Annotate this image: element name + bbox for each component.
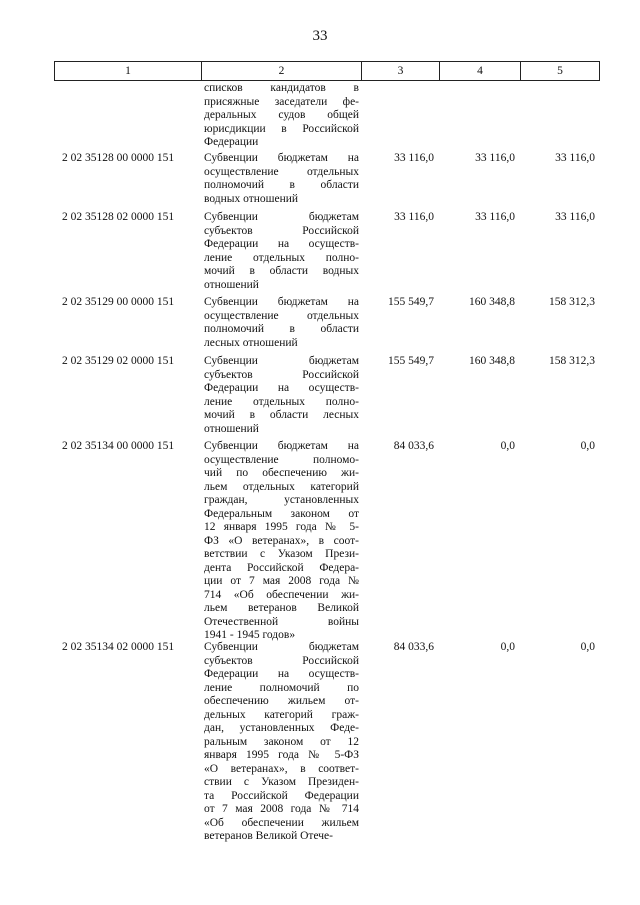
description-line: льем ветеранов Великой	[204, 602, 359, 614]
description-line: мочий в области водных	[204, 265, 359, 277]
description-line: 1941 - 1945 годов»	[204, 629, 296, 641]
description-line: 714 «Об обеспечении жи-	[204, 588, 359, 601]
description-line: списков кандидатов в	[204, 82, 359, 94]
amount-v1: 155 549,7	[388, 355, 434, 367]
description-line: ление полномочий по	[204, 681, 359, 694]
description-line: Федеральным законом от	[204, 507, 359, 520]
description	[204, 641, 359, 844]
description	[204, 355, 359, 436]
description-line: отношений	[204, 278, 259, 291]
description-line: января 1995 года № 5-ФЗ	[204, 749, 359, 761]
description-line: Федерации на осуществ-	[204, 668, 359, 680]
description-line: водных отношений	[204, 192, 299, 205]
description-line: субъектов Российской	[204, 224, 359, 237]
description-line: «О ветеранах», в соответ-	[204, 762, 359, 775]
description-line: ствии с Указом Президен-	[204, 776, 359, 788]
amount-v1: 84 033,6	[393, 440, 434, 452]
description-line: ление отдельных полно-	[204, 251, 359, 264]
column-header-3: 3	[361, 62, 439, 80]
amount-v2: 33 116,0	[475, 152, 515, 164]
amount-v3: 0,0	[580, 440, 595, 452]
budget-code: 2 02 35128 02 0000 151	[62, 211, 175, 223]
description-line: дан, установленных Феде-	[204, 722, 359, 734]
amount-v3: 0,0	[580, 641, 595, 653]
amount-v2: 33 116,0	[475, 211, 515, 223]
description-line: чий по обеспечению жи-	[204, 467, 359, 479]
description-line: обеспечению жильем от-	[204, 695, 359, 707]
description-line: полномочий в области	[204, 179, 359, 191]
description-line: полномочий в области	[204, 323, 359, 335]
description	[204, 296, 359, 350]
description-line: лесных отношений	[204, 336, 298, 349]
description-line: Субвенции бюджетам на	[204, 440, 359, 452]
amount-v2: 160 348,8	[469, 355, 515, 367]
description-line: осуществление полномо-	[204, 453, 359, 466]
description-line: ции от 7 мая 2008 года №	[204, 575, 359, 587]
description-line: 12 января 1995 года № 5-	[204, 521, 359, 533]
amount-v2: 0,0	[500, 641, 515, 653]
description-line: ветеранов Великой Отече-	[204, 830, 333, 842]
budget-code: 2 02 35128 00 0000 151	[62, 152, 175, 164]
description-line: присяжные заседатели фе-	[204, 95, 359, 108]
column-header-1: 1	[125, 65, 131, 77]
amount-v1: 33 116,0	[394, 211, 434, 223]
description-line: юрисдикции в Российской	[204, 122, 359, 135]
column-header-2: 2	[201, 62, 361, 80]
description-line: от 7 мая 2008 года № 714	[204, 803, 359, 815]
budget-code: 2 02 35129 00 0000 151	[62, 296, 175, 308]
description-line: мочий в области лесных	[204, 409, 359, 421]
description-line: Субвенции бюджетам на	[204, 296, 359, 308]
description-line: осуществление отдельных	[204, 165, 359, 178]
description-line: Субвенции бюджетам на	[204, 152, 359, 164]
description-line: ление отдельных полно-	[204, 395, 359, 408]
description-line: Отечественной войны	[204, 615, 359, 628]
description-line: субъектов Российской	[204, 368, 359, 381]
amount-v1: 33 116,0	[394, 152, 434, 164]
description	[204, 440, 359, 643]
description-line: Федерации	[204, 136, 259, 148]
description-line: ФЗ «О ветеранах», в соот-	[204, 534, 359, 547]
amount-v1: 155 549,7	[388, 296, 434, 308]
description-line: осуществление отдельных	[204, 309, 359, 322]
continued-description	[204, 82, 359, 150]
description-line: ральным законом от 12	[204, 735, 359, 748]
description-line: Субвенции бюджетам	[204, 211, 359, 223]
description-line: Субвенции бюджетам	[204, 641, 359, 653]
budget-code: 2 02 35134 02 0000 151	[62, 641, 175, 653]
column-header-4: 4	[439, 62, 520, 80]
amount-v3: 158 312,3	[549, 296, 595, 308]
description-line: Федерации на осуществ-	[204, 238, 359, 250]
description-line: та Российской Федерации	[204, 789, 359, 802]
description-line: граждан, установленных	[204, 494, 359, 506]
amount-v1: 84 033,6	[393, 641, 434, 653]
description-line: Субвенции бюджетам	[204, 355, 359, 367]
table-header	[54, 61, 600, 81]
description-line: дента Российской Федера-	[204, 561, 359, 574]
description	[204, 211, 359, 292]
description-line: ветствии с Указом Прези-	[204, 548, 359, 560]
amount-v3: 33 116,0	[555, 152, 595, 164]
description-line: дельных категорий граж-	[204, 708, 359, 721]
amount-v2: 160 348,8	[469, 296, 515, 308]
description-line: субъектов Российской	[204, 654, 359, 667]
amount-v3: 33 116,0	[555, 211, 595, 223]
description-line: «Об обеспечении жильем	[204, 816, 359, 829]
description-line: льем отдельных категорий	[204, 480, 359, 493]
page-number: 33	[312, 28, 328, 44]
amount-v3: 158 312,3	[549, 355, 595, 367]
amount-v2: 0,0	[500, 440, 515, 452]
description-line: деральных судов общей	[204, 109, 359, 121]
column-header-5: 5	[520, 62, 599, 80]
description	[204, 152, 359, 206]
description-line: Федерации на осуществ-	[204, 382, 359, 394]
description-line: отношений	[204, 422, 259, 435]
budget-code: 2 02 35129 02 0000 151	[62, 355, 175, 367]
budget-code: 2 02 35134 00 0000 151	[62, 440, 175, 452]
